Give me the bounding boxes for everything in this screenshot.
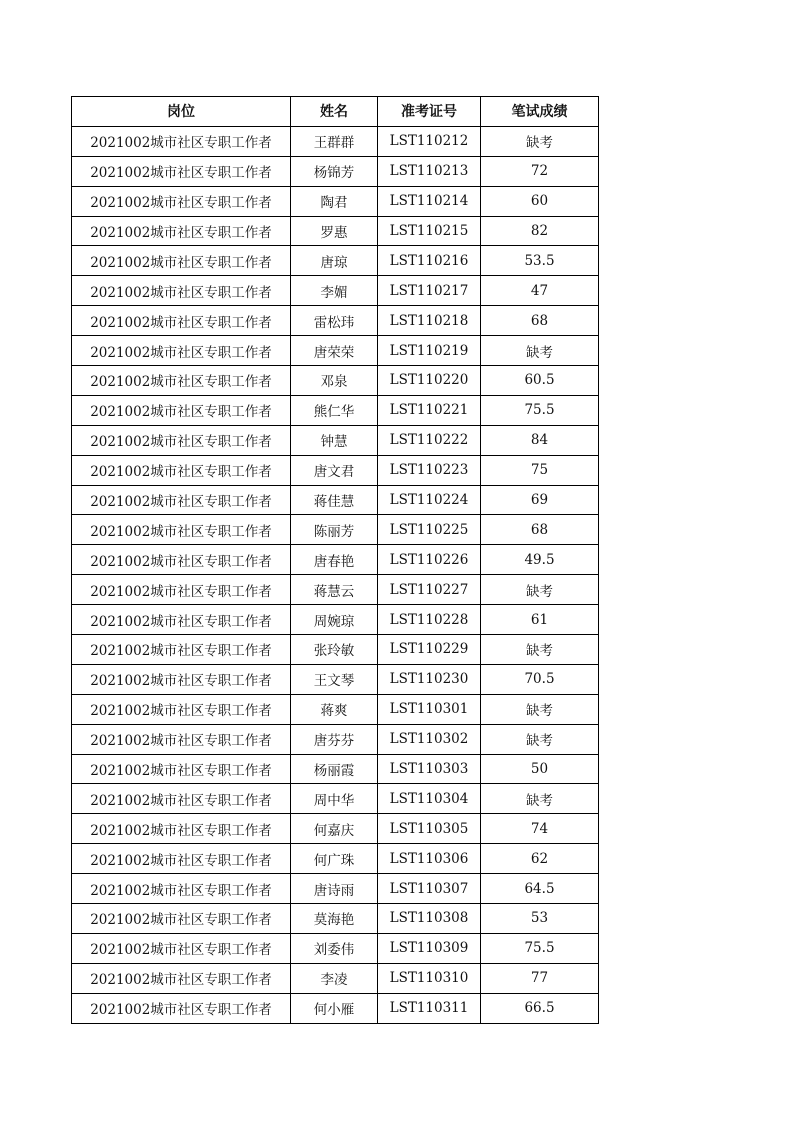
cell-position: 2021002城市社区专职工作者	[72, 963, 291, 993]
cell-ticket-number: LST110212	[378, 126, 481, 156]
cell-position: 2021002城市社区专职工作者	[72, 664, 291, 694]
cell-position: 2021002城市社区专职工作者	[72, 276, 291, 306]
table-row	[72, 575, 599, 605]
table-row	[72, 664, 599, 694]
cell-position: 2021002城市社区专职工作者	[72, 425, 291, 455]
cell-ticket-number: LST110215	[378, 216, 481, 246]
cell-score: 缺考	[481, 724, 599, 754]
cell-position: 2021002城市社区专职工作者	[72, 336, 291, 366]
cell-position: 2021002城市社区专职工作者	[72, 904, 291, 934]
cell-ticket-number: LST110228	[378, 605, 481, 635]
cell-position: 2021002城市社区专职工作者	[72, 485, 291, 515]
cell-score: 68	[481, 306, 599, 336]
cell-position: 2021002城市社区专职工作者	[72, 395, 291, 425]
cell-ticket-number: LST110227	[378, 575, 481, 605]
table-body	[72, 126, 599, 1023]
cell-ticket-number: LST110214	[378, 186, 481, 216]
cell-name: 唐琼	[291, 246, 378, 276]
cell-position: 2021002城市社区专职工作者	[72, 605, 291, 635]
table-row	[72, 784, 599, 814]
cell-name: 张玲敏	[291, 635, 378, 665]
cell-score: 77	[481, 963, 599, 993]
cell-name: 邓泉	[291, 366, 378, 396]
cell-ticket-number: LST110216	[378, 246, 481, 276]
cell-name: 周中华	[291, 784, 378, 814]
cell-ticket-number: LST110304	[378, 784, 481, 814]
cell-name: 熊仁华	[291, 395, 378, 425]
cell-score: 49.5	[481, 545, 599, 575]
cell-position: 2021002城市社区专职工作者	[72, 216, 291, 246]
cell-position: 2021002城市社区专职工作者	[72, 844, 291, 874]
cell-score: 62	[481, 844, 599, 874]
table-row	[72, 874, 599, 904]
cell-score: 50	[481, 754, 599, 784]
cell-score: 缺考	[481, 694, 599, 724]
cell-name: 王群群	[291, 126, 378, 156]
cell-name: 王文琴	[291, 664, 378, 694]
cell-position: 2021002城市社区专职工作者	[72, 933, 291, 963]
cell-score: 47	[481, 276, 599, 306]
table-row	[72, 455, 599, 485]
table-row	[72, 366, 599, 396]
table-row	[72, 425, 599, 455]
table-row	[72, 246, 599, 276]
cell-name: 周婉琼	[291, 605, 378, 635]
table-row	[72, 993, 599, 1023]
cell-ticket-number: LST110218	[378, 306, 481, 336]
cell-score: 64.5	[481, 874, 599, 904]
cell-ticket-number: LST110305	[378, 814, 481, 844]
table-row	[72, 216, 599, 246]
cell-name: 李媚	[291, 276, 378, 306]
cell-position: 2021002城市社区专职工作者	[72, 784, 291, 814]
cell-ticket-number: LST110213	[378, 156, 481, 186]
table-row	[72, 844, 599, 874]
cell-ticket-number: LST110219	[378, 336, 481, 366]
cell-position: 2021002城市社区专职工作者	[72, 993, 291, 1023]
cell-name: 杨丽霞	[291, 754, 378, 784]
cell-score: 缺考	[481, 784, 599, 814]
table-row	[72, 186, 599, 216]
cell-ticket-number: LST110224	[378, 485, 481, 515]
cell-ticket-number: LST110307	[378, 874, 481, 904]
table-row	[72, 724, 599, 754]
cell-name: 蒋佳慧	[291, 485, 378, 515]
cell-score: 缺考	[481, 126, 599, 156]
cell-position: 2021002城市社区专职工作者	[72, 635, 291, 665]
cell-position: 2021002城市社区专职工作者	[72, 545, 291, 575]
cell-name: 钟慧	[291, 425, 378, 455]
cell-position: 2021002城市社区专职工作者	[72, 754, 291, 784]
cell-score: 缺考	[481, 575, 599, 605]
cell-ticket-number: LST110302	[378, 724, 481, 754]
cell-name: 何嘉庆	[291, 814, 378, 844]
cell-name: 唐春艳	[291, 545, 378, 575]
table-row	[72, 276, 599, 306]
table-row	[72, 545, 599, 575]
cell-name: 陶君	[291, 186, 378, 216]
table-row	[72, 485, 599, 515]
cell-name: 莫海艳	[291, 904, 378, 934]
cell-score: 72	[481, 156, 599, 186]
cell-name: 蒋爽	[291, 694, 378, 724]
cell-score: 缺考	[481, 635, 599, 665]
cell-ticket-number: LST110225	[378, 515, 481, 545]
cell-name: 何小雁	[291, 993, 378, 1023]
cell-ticket-number: LST110222	[378, 425, 481, 455]
cell-name: 刘委伟	[291, 933, 378, 963]
cell-score: 68	[481, 515, 599, 545]
cell-name: 罗惠	[291, 216, 378, 246]
cell-score: 75.5	[481, 395, 599, 425]
cell-position: 2021002城市社区专职工作者	[72, 724, 291, 754]
cell-name: 唐文君	[291, 455, 378, 485]
score-table	[71, 96, 599, 1024]
cell-score: 缺考	[481, 336, 599, 366]
cell-position: 2021002城市社区专职工作者	[72, 874, 291, 904]
cell-score: 84	[481, 425, 599, 455]
cell-name: 唐诗雨	[291, 874, 378, 904]
cell-score: 61	[481, 605, 599, 635]
table-row	[72, 933, 599, 963]
cell-ticket-number: LST110229	[378, 635, 481, 665]
cell-name: 唐荣荣	[291, 336, 378, 366]
cell-ticket-number: LST110301	[378, 694, 481, 724]
table-row	[72, 336, 599, 366]
cell-position: 2021002城市社区专职工作者	[72, 246, 291, 276]
cell-score: 75.5	[481, 933, 599, 963]
header-row	[72, 97, 599, 127]
header-ticket-number: 准考证号	[378, 97, 481, 127]
cell-ticket-number: LST110223	[378, 455, 481, 485]
cell-ticket-number: LST110310	[378, 963, 481, 993]
cell-position: 2021002城市社区专职工作者	[72, 306, 291, 336]
cell-ticket-number: LST110308	[378, 904, 481, 934]
table-row	[72, 814, 599, 844]
table-row	[72, 306, 599, 336]
cell-score: 69	[481, 485, 599, 515]
cell-score: 53.5	[481, 246, 599, 276]
cell-score: 70.5	[481, 664, 599, 694]
cell-position: 2021002城市社区专职工作者	[72, 515, 291, 545]
cell-ticket-number: LST110311	[378, 993, 481, 1023]
cell-name: 陈丽芳	[291, 515, 378, 545]
cell-score: 60.5	[481, 366, 599, 396]
cell-score: 66.5	[481, 993, 599, 1023]
table-row	[72, 963, 599, 993]
cell-ticket-number: LST110217	[378, 276, 481, 306]
table-row	[72, 395, 599, 425]
cell-ticket-number: LST110309	[378, 933, 481, 963]
table-row	[72, 635, 599, 665]
cell-ticket-number: LST110220	[378, 366, 481, 396]
cell-name: 杨锦芳	[291, 156, 378, 186]
cell-position: 2021002城市社区专职工作者	[72, 455, 291, 485]
header-position: 岗位	[72, 97, 291, 127]
cell-score: 74	[481, 814, 599, 844]
cell-name: 雷松玮	[291, 306, 378, 336]
header-score: 笔试成绩	[481, 97, 599, 127]
cell-position: 2021002城市社区专职工作者	[72, 814, 291, 844]
cell-score: 82	[481, 216, 599, 246]
cell-ticket-number: LST110306	[378, 844, 481, 874]
table-row	[72, 694, 599, 724]
cell-position: 2021002城市社区专职工作者	[72, 126, 291, 156]
cell-position: 2021002城市社区专职工作者	[72, 575, 291, 605]
table-row	[72, 605, 599, 635]
table-row	[72, 156, 599, 186]
cell-ticket-number: LST110221	[378, 395, 481, 425]
cell-name: 唐芬芬	[291, 724, 378, 754]
table-row	[72, 904, 599, 934]
cell-ticket-number: LST110226	[378, 545, 481, 575]
cell-score: 75	[481, 455, 599, 485]
cell-score: 60	[481, 186, 599, 216]
cell-name: 何广珠	[291, 844, 378, 874]
cell-ticket-number: LST110303	[378, 754, 481, 784]
cell-name: 李凌	[291, 963, 378, 993]
table-row	[72, 754, 599, 784]
table-row	[72, 126, 599, 156]
cell-position: 2021002城市社区专职工作者	[72, 694, 291, 724]
header-name: 姓名	[291, 97, 378, 127]
cell-name: 蒋慧云	[291, 575, 378, 605]
cell-position: 2021002城市社区专职工作者	[72, 366, 291, 396]
table-row	[72, 515, 599, 545]
cell-ticket-number: LST110230	[378, 664, 481, 694]
cell-position: 2021002城市社区专职工作者	[72, 156, 291, 186]
cell-score: 53	[481, 904, 599, 934]
cell-position: 2021002城市社区专职工作者	[72, 186, 291, 216]
